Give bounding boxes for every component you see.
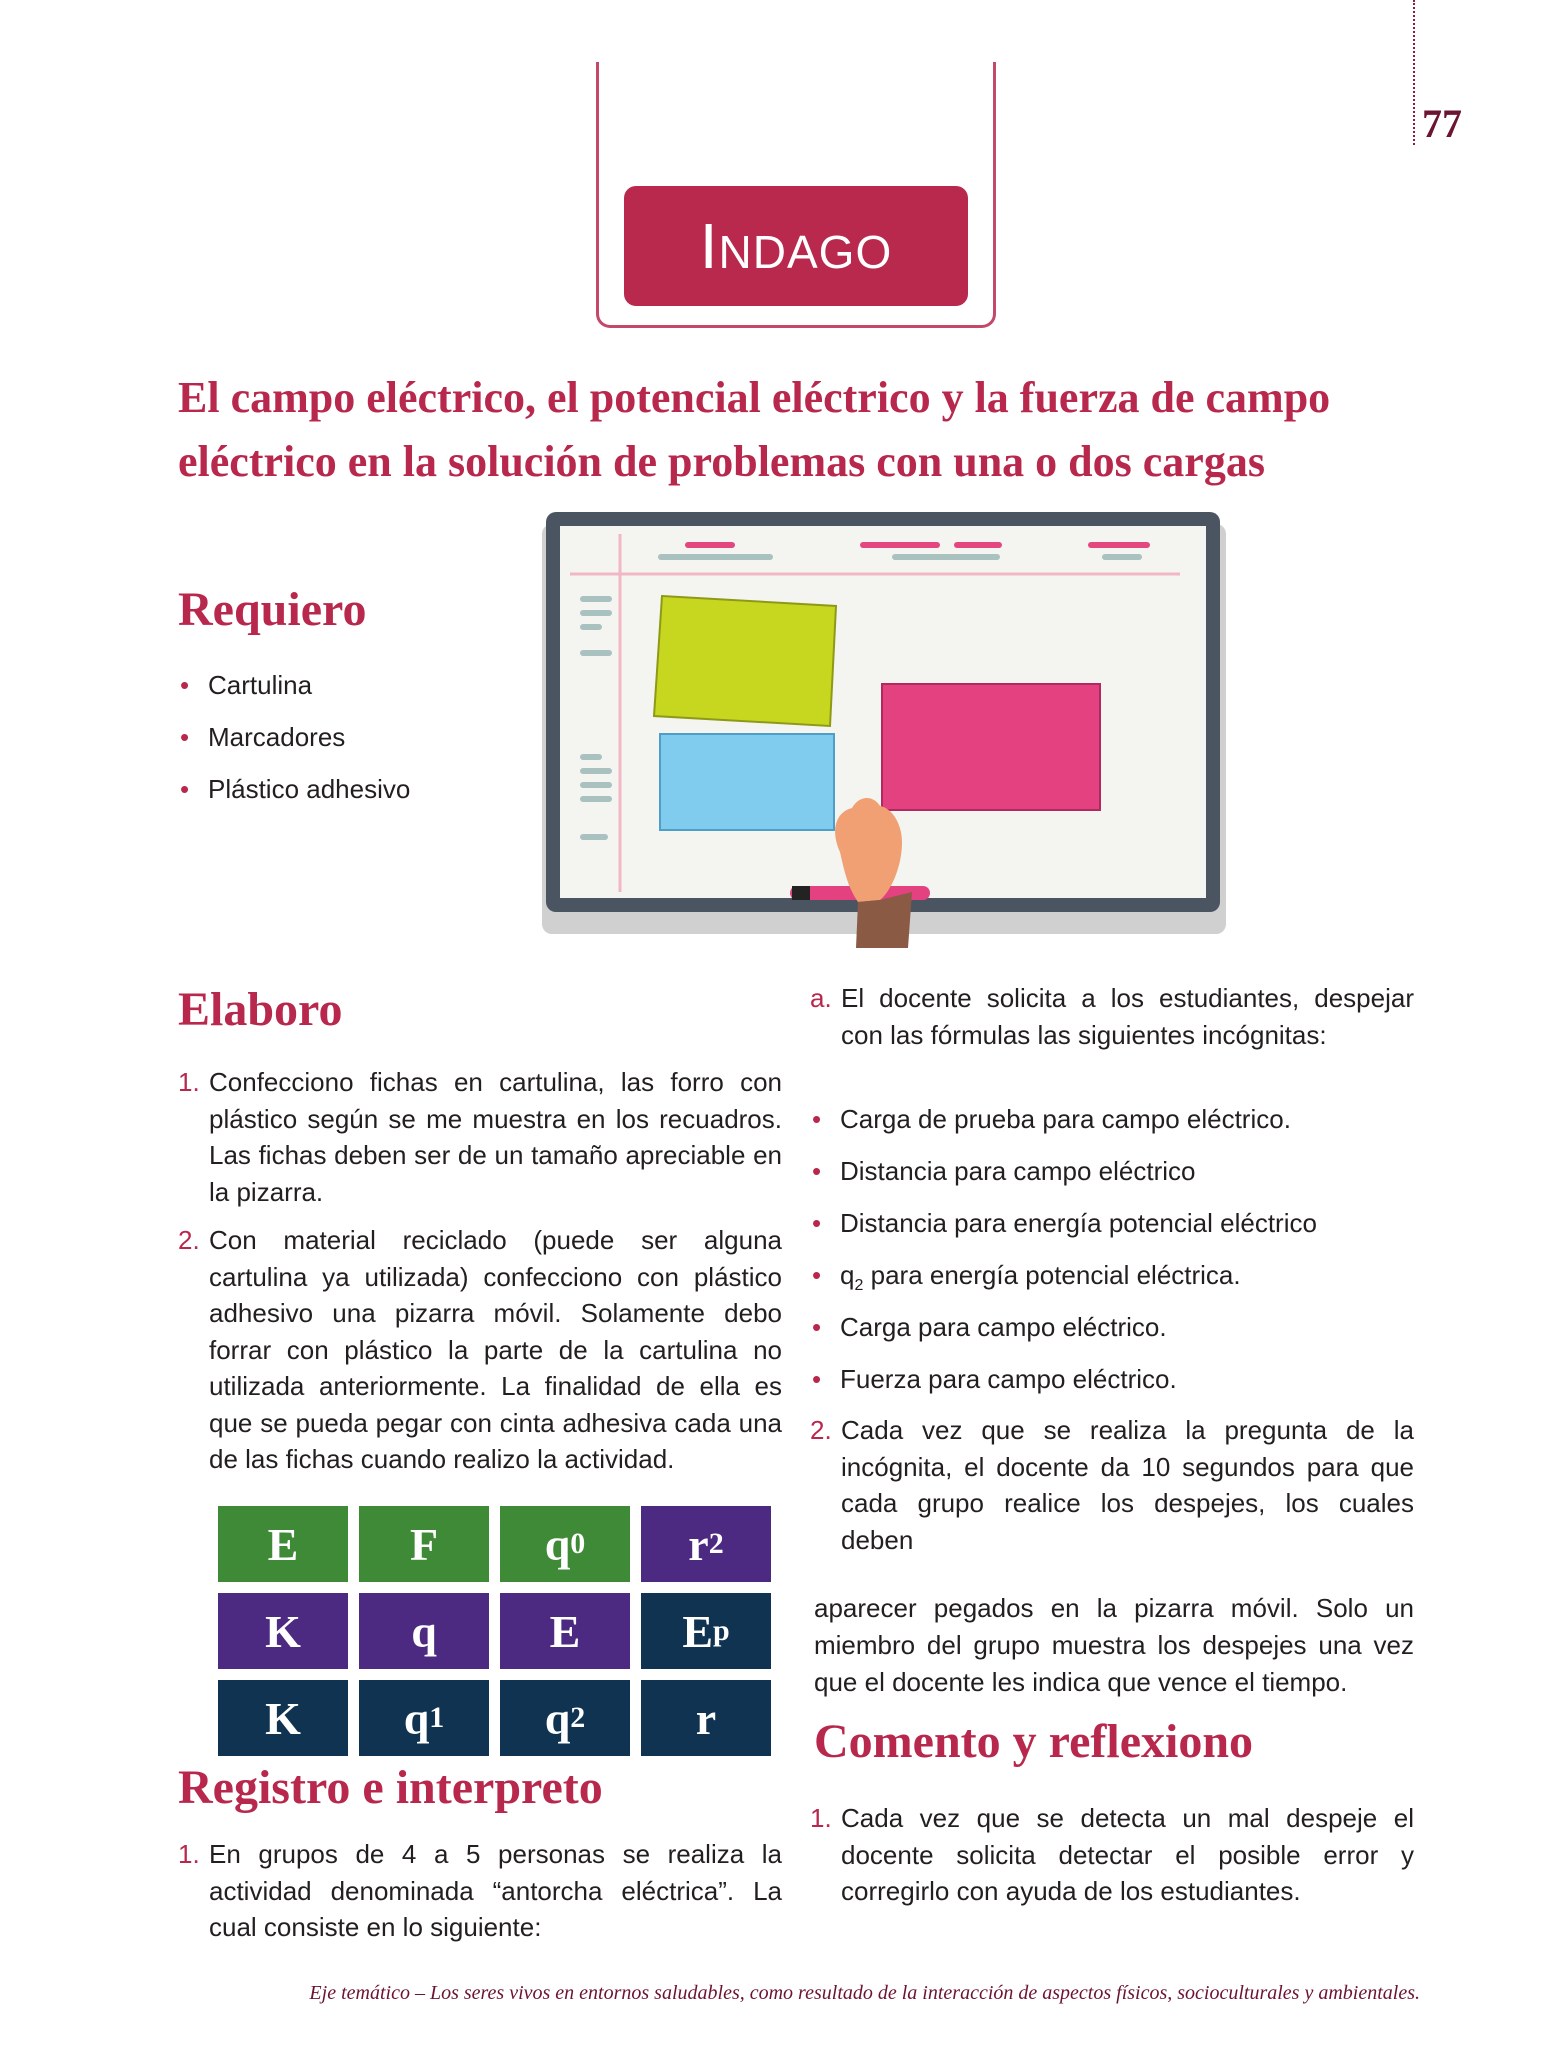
symbol-card: E p xyxy=(641,1593,771,1669)
page-edge-dotted-line xyxy=(1413,0,1415,145)
symbol-card: F xyxy=(359,1506,489,1582)
green-card xyxy=(654,596,836,726)
whiteboard-illustration xyxy=(540,512,1230,948)
item-text: El docente solicita a los estudiantes, despejar con las fórmulas las siguientes incógnitas: xyxy=(841,983,1414,1050)
blue-card xyxy=(660,734,834,830)
symbol-card: r 2 xyxy=(641,1506,771,1582)
symbol-cards-grid xyxy=(218,1506,772,1756)
symbol-card: q 1 xyxy=(359,1680,489,1756)
item-text: Con material reciclado (puede ser alguna cartulina ya utilizada) confecciono con plástico adhesivo una pizarra móvil. Solamente debo forrar con plástico la parte de la cartulina no utilizada anteriormente. La finalidad de ella es que se pueda pegar con cinta adhesiva cada una de las fichas cuando realizo la actividad. xyxy=(209,1225,782,1474)
item-number: 2. xyxy=(178,1225,200,1255)
item-text: para energía potencial eléctrica. xyxy=(870,1260,1241,1290)
symbol-card: K xyxy=(218,1593,348,1669)
list-item: • Marcadores xyxy=(178,722,410,774)
item-number: 1. xyxy=(178,1839,200,1869)
list-item xyxy=(178,1064,782,1210)
item-number: 1. xyxy=(178,1067,200,1097)
symbol-card: E xyxy=(500,1593,630,1669)
list-item: • Distancia para campo eléctrico xyxy=(810,1156,1414,1208)
item-number: 1. xyxy=(810,1803,832,1833)
symbol-card: q 0 xyxy=(500,1506,630,1582)
elaboro-list xyxy=(178,1064,782,1490)
pink-card xyxy=(882,684,1100,810)
item-letter: a. xyxy=(810,983,832,1013)
elaboro-heading: Elaboro xyxy=(178,983,343,1036)
section-tab-label: INDAGO xyxy=(699,210,893,282)
section-tab xyxy=(624,186,968,306)
unknowns-list xyxy=(810,1104,1414,1416)
comento-heading: Comento y reflexiono xyxy=(814,1715,1254,1768)
symbol-card: K xyxy=(218,1680,348,1756)
continuation-text: aparecer pegados en la pizarra móvil. Solo un miembro del grupo muestra los despejes una vez que el docente les indica que vence el tiempo. xyxy=(814,1593,1414,1697)
item-text: Cada vez que se detecta un mal despeje el docente solicita detectar el posible error y corregirlo con ayuda de los estudiantes. xyxy=(841,1803,1414,1906)
registro-list xyxy=(178,1836,782,1946)
list-item xyxy=(810,980,1414,1053)
list-item: • Plástico adhesivo xyxy=(178,774,410,826)
list-item xyxy=(178,1222,782,1478)
list-item xyxy=(810,1412,1414,1558)
page-title: El campo eléctrico, el potencial eléctrico y la fuerza de campo eléctrico en la solución de problemas con una o dos cargas xyxy=(178,373,1331,486)
list-item: • Fuerza para campo eléctrico. xyxy=(810,1364,1414,1416)
comento-list xyxy=(810,1800,1414,1910)
q2-symbol: $q_2$ xyxy=(840,1260,864,1295)
symbol-card: E xyxy=(218,1506,348,1582)
item-number: 2. xyxy=(810,1415,832,1445)
list-item: • Carga para campo eléctrico. xyxy=(810,1312,1414,1364)
page-number: 77 xyxy=(1422,101,1462,146)
list-item xyxy=(178,1836,782,1946)
symbol-card: q xyxy=(359,1593,489,1669)
activity-step-2 xyxy=(810,1412,1414,1558)
list-item xyxy=(810,1260,1414,1312)
requiero-heading: Requiero xyxy=(178,583,367,636)
symbol-card: q 2 xyxy=(500,1680,630,1756)
symbol-card: r xyxy=(641,1680,771,1756)
list-item: • Carga de prueba para campo eléctrico. xyxy=(810,1104,1414,1156)
item-text: Confecciono fichas en cartulina, las forro con plástico según se me muestra en los recuadros. Las fichas deben ser de un tamaño apreciable en la pizarra. xyxy=(209,1067,782,1207)
list-item: • Distancia para energía potencial eléctrico xyxy=(810,1208,1414,1260)
requiero-list xyxy=(178,670,410,826)
list-item: • Cartulina xyxy=(178,670,410,722)
item-text: En grupos de 4 a 5 personas se realiza la actividad denominada “antorcha eléctrica”. La cual consiste en lo siguiente: xyxy=(209,1839,782,1942)
item-text: Cada vez que se realiza la pregunta de la incógnita, el docente da 10 segundos para que cada grupo realice los despejes, los cuales deben xyxy=(841,1415,1414,1555)
activity-instructions xyxy=(810,980,1414,1053)
footer-theme-axis: Eje temático – Los seres vivos en entornos saludables, como resultado de la interacción de aspectos físicos, socioculturales y ambientales. xyxy=(309,1982,1420,2004)
registro-heading: Registro e interpreto xyxy=(178,1761,603,1814)
list-item xyxy=(810,1800,1414,1910)
